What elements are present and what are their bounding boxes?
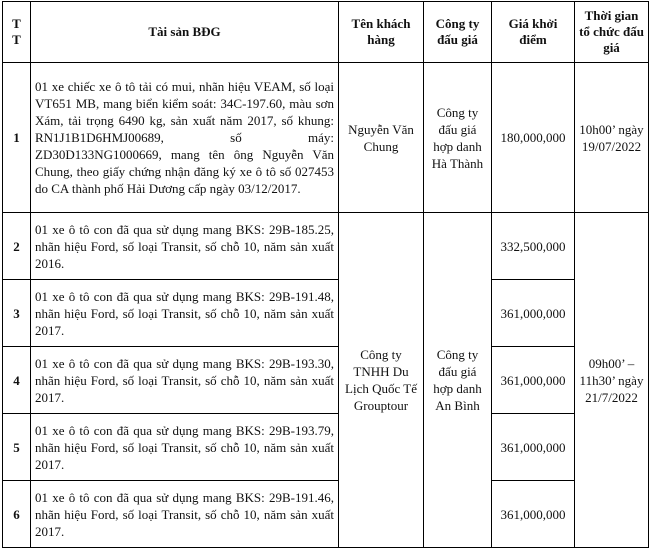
starting-price: 361,000,000: [492, 414, 575, 481]
asset-description: 01 xe ô tô con đã qua sử dụng mang BKS: 29B-193.79, nhãn hiệu Ford, số loại Transit, số chỗ 10, năm sản xuất 2017.: [31, 414, 339, 481]
header-price: Giá khởi điểm: [492, 2, 575, 63]
starting-price: 361,000,000: [492, 347, 575, 414]
row-number: 4: [3, 347, 31, 414]
customer-name: Công ty TNHH Du Lịch Quốc Tế Grouptour: [339, 213, 424, 548]
customer-name: Nguyễn Văn Chung: [339, 63, 424, 213]
header-company: Công ty đấu giá: [424, 2, 492, 63]
row-number: 2: [3, 213, 31, 280]
row-number: 3: [3, 280, 31, 347]
header-asset: Tài sản BĐG: [31, 2, 339, 63]
asset-description: 01 xe ô tô con đã qua sử dụng mang BKS: 29B-191.48, nhãn hiệu Ford, số loại Transit, số chỗ 10, năm sản xuất 2017.: [31, 280, 339, 347]
starting-price: 332,500,000: [492, 213, 575, 280]
starting-price: 361,000,000: [492, 481, 575, 548]
auction-table: [2, 1, 649, 548]
table-row: [3, 213, 649, 280]
table-row: [3, 481, 649, 548]
auction-company: Công ty đấu giá hợp danh An Bình: [424, 213, 492, 548]
auction-time: 10h00’ ngày 19/07/2022: [575, 63, 649, 213]
asset-description: 01 xe ô tô con đã qua sử dụng mang BKS: 29B-185.25, nhãn hiệu Ford, số loại Transit, số chỗ 10, năm sản xuất 2016.: [31, 213, 339, 280]
starting-price: 361,000,000: [492, 280, 575, 347]
table-row: [3, 414, 649, 481]
auction-company: Công ty đấu giá hợp danh Hà Thành: [424, 63, 492, 213]
table-row: [3, 63, 649, 213]
row-number: 6: [3, 481, 31, 548]
header-row: [3, 2, 649, 63]
header-tt: T T: [3, 2, 31, 63]
row-number: 5: [3, 414, 31, 481]
asset-description: 01 xe chiếc xe ô tô tải có mui, nhãn hiệu VEAM, số loại VT651 MB, mang biển kiểm soát: 34C-197.60, màu sơn Xám, tải trọng 6490 kg, sản xuất năm 2017, số khung: RN1J1B1D6HMJ00689, số máy: ZD30D133NG1000669, mang tên ông Nguyễn Văn Chung, theo giấy chứng nhận đăng ký xe ô tô số 027453 do CA thành phố Hải Dương cấp ngày 03/12/2017.: [31, 63, 339, 213]
row-number: 1: [3, 63, 31, 213]
header-time: Thời gian tổ chức đấu giá: [575, 2, 649, 63]
starting-price: 180,000,000: [492, 63, 575, 213]
asset-description: 01 xe ô tô con đã qua sử dụng mang BKS: 29B-191.46, nhãn hiệu Ford, số loại Transit, số chỗ 10, năm sản xuất 2017.: [31, 481, 339, 548]
header-customer: Tên khách hàng: [339, 2, 424, 63]
table-row: [3, 280, 649, 347]
auction-time: 09h00’ – 11h30’ ngày 21/7/2022: [575, 213, 649, 548]
asset-description: 01 xe ô tô con đã qua sử dụng mang BKS: 29B-193.30, nhãn hiệu Ford, số loại Transit, số chỗ 10, năm sản xuất 2017.: [31, 347, 339, 414]
table-row: [3, 347, 649, 414]
